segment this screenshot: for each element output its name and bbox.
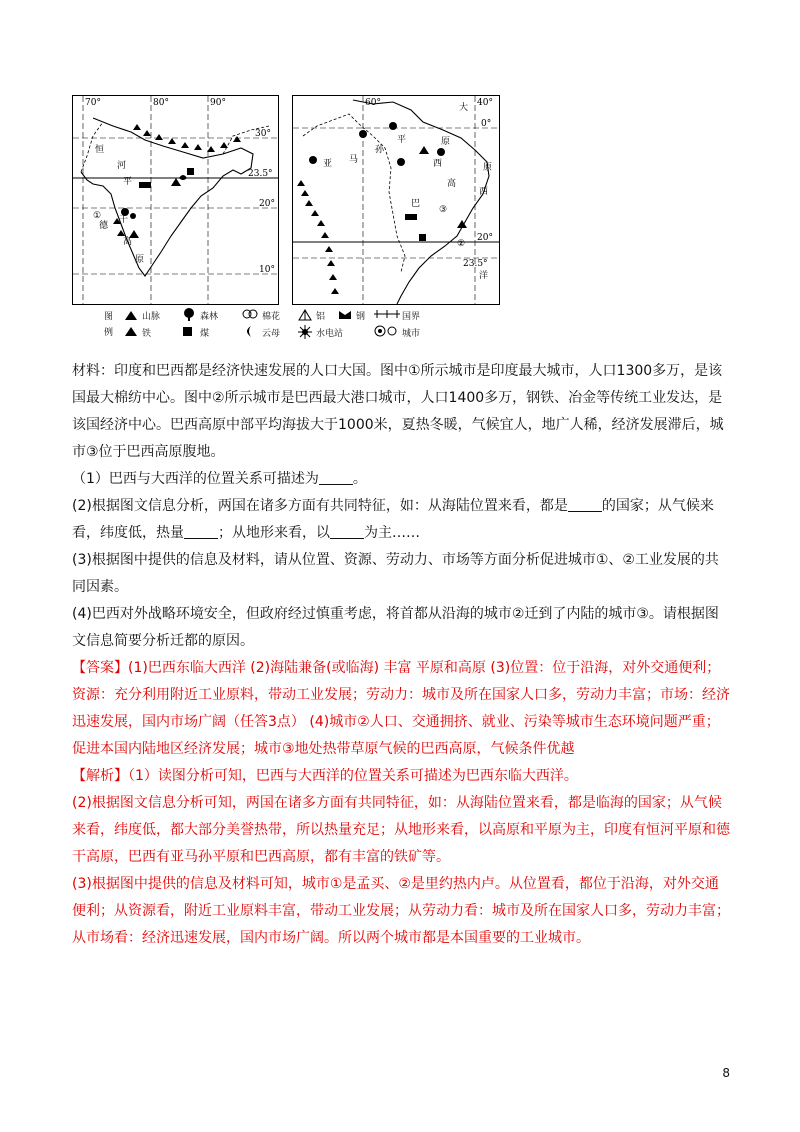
question-3: (3)根据图中提供的信息及材料，请从位置、资源、劳动力、市场等方面分析促进城市①、②工业发展的共同因素。: [72, 552, 719, 595]
answer-blank: [330, 524, 364, 539]
question-2-text: (2)根据图文信息分析，两国在诸多方面有共同特征，如：从海陆位置来看，都是: [72, 498, 568, 514]
legend-title: 图: [104, 312, 114, 322]
analysis-paragraph: 【解析】（1）读图分析可知，巴西与大西洋的位置关系可描述为巴西东临大西洋。: [72, 768, 578, 784]
question-1: [72, 466, 732, 493]
region-label: 大: [459, 103, 469, 113]
longitude-label: 40°: [477, 98, 493, 108]
question-2-text: 为主……: [364, 525, 420, 541]
region-label: 原: [441, 137, 451, 147]
region-label: 亚: [323, 159, 333, 169]
legend-label: 铁: [142, 329, 152, 339]
legend-label: 国界: [402, 312, 421, 322]
region-label: 马: [349, 155, 359, 165]
hydropower-icon: [298, 325, 312, 339]
legend-label: 水电站: [316, 329, 344, 339]
page-number: 8: [722, 1066, 730, 1080]
legend-label: 城市: [402, 329, 421, 339]
latitude-label: 0°: [481, 119, 492, 129]
aluminum-icon: [298, 308, 312, 321]
legend-label: 煤: [200, 329, 210, 339]
forest-icon: [182, 308, 196, 321]
region-label: 德: [99, 221, 109, 231]
iron-icon: [124, 325, 138, 337]
city-marker-3: ③: [439, 205, 448, 215]
legend-label: 云母: [262, 329, 281, 339]
region-label: 河: [117, 161, 127, 171]
coal-icon: [182, 326, 194, 338]
region-label: 原: [135, 255, 145, 265]
legend-label: 铝: [316, 312, 326, 322]
answer-blank: [319, 470, 353, 485]
answer-blank: [568, 497, 602, 512]
question-text: [72, 358, 732, 952]
legend-label: 钢: [356, 312, 366, 322]
answer-blank: [184, 524, 218, 539]
region-label: 巴: [411, 199, 421, 209]
india-map: [72, 95, 279, 305]
map-legend: [102, 307, 502, 343]
question-4: (4)巴西对外战略环境安全，但政府经过慎重考虑，将首都从沿海的城市②迁到了内陆的城市③。请根据图文信息简要分析迁都的原因。: [72, 606, 719, 649]
india-graticule-labels: [85, 98, 275, 275]
region-label: 西: [479, 187, 489, 197]
longitude-label: 90°: [210, 98, 226, 108]
brazil-graticule-labels: [365, 98, 493, 269]
region-label: 高: [447, 179, 457, 189]
latitude-label: 20°: [259, 199, 275, 209]
latitude-label: 10°: [259, 265, 275, 275]
city-marker-2: ②: [457, 239, 466, 249]
latitude-label: 30°: [255, 129, 271, 139]
cotton-icon: [242, 308, 258, 320]
latitude-label: 23.5°: [463, 259, 488, 269]
question-2-text: ；从地形来看，以: [218, 525, 330, 541]
border-icon: [374, 310, 400, 318]
india-map-drawing: [73, 96, 278, 304]
question-1-text: （1）巴西与大西洋的位置关系可描述为: [72, 471, 319, 487]
region-label: 原: [483, 163, 493, 173]
region-label: 干: [119, 215, 129, 225]
latitude-label: 23.5°: [248, 169, 273, 179]
maps-figure: [72, 95, 502, 345]
analysis-paragraph: (2)根据图文信息分析可知，两国在诸多方面有共同特征，如：从海陆位置来看，都是临海的国家；从气候来看，纬度低，都大部分美誉热带，所以热量充足；从地形来看，以高原和平原为主，印度有恒河平原和德干高原，巴西有亚马孙平原和巴西高原，都有丰富的铁矿等。: [72, 795, 730, 865]
region-label: 恒: [95, 145, 105, 155]
longitude-label: 60°: [365, 98, 381, 108]
city-marker-1: ①: [93, 211, 102, 221]
longitude-label: 70°: [85, 98, 101, 108]
legend-label: 森林: [200, 312, 219, 322]
india-region-labels: [93, 143, 144, 265]
question-2-text: 的国家；从气候来看，纬度低，热量: [72, 498, 714, 541]
question-2: [72, 493, 732, 547]
mountain-icon: [124, 309, 138, 321]
region-label: 平: [123, 177, 133, 187]
legend-title: 例: [104, 328, 114, 338]
city-icon: [374, 325, 398, 337]
region-label: 高: [123, 237, 133, 247]
region-label: 孙: [375, 145, 385, 155]
brazil-map-drawing: [293, 96, 499, 304]
steel-icon: [338, 309, 352, 320]
material-paragraph: 材料：印度和巴西都是经济快速发展的人口大国。图中①所示城市是印度最大城市，人口1300多万，是该国最大棉纺中心。图中②所示城市是巴西最大港口城市，人口1400多万，钢铁、冶金等传统工业发达，是该国经济中心。巴西高原中部平均海拔大于1000米，夏热冬暖，气候宜人，地广人稀，经济发展滞后，城市③位于巴西高原腹地。: [72, 363, 724, 460]
region-label: 平: [397, 135, 407, 145]
answer-paragraph: 【答案】(1)巴西东临大西洋 (2)海陆兼备(或临海) 丰富 平原和高原 (3)位置：位于沿海，对外交通便利；资源：充分利用附近工业原料，带动工业发展；劳动力：城市及所在国家人口多，劳动力丰富；市场：经济迅速发展，国内市场广阔（任答3点） (4)城市②人口、交通拥挤、就业、污染等城市生态环境问题严重；促进本国内陆地区经济发展；城市③地处热带草原气候的巴西高原，气候条件优越: [72, 660, 730, 757]
region-label: 洋: [479, 271, 489, 281]
mica-icon: [242, 325, 254, 338]
legend-label: 山脉: [142, 312, 161, 322]
longitude-label: 80°: [153, 98, 169, 108]
region-label: 西: [433, 159, 443, 169]
analysis-paragraph: (3)根据图中提供的信息及材料可知，城市①是孟买、②是里约热内卢。从位置看，都位于沿海，对外交通便利；从资源看，附近工业原料丰富，带动工业发展；从劳动力看：城市及所在国家人口多，劳动力丰富；从市场看：经济迅速发展，国内市场广阔。所以两个城市都是本国重要的工业城市。: [72, 876, 730, 946]
question-1-end: 。: [352, 471, 367, 487]
latitude-label: 20°: [477, 233, 493, 243]
brazil-map: [292, 95, 500, 305]
legend-label: 棉花: [262, 312, 281, 322]
